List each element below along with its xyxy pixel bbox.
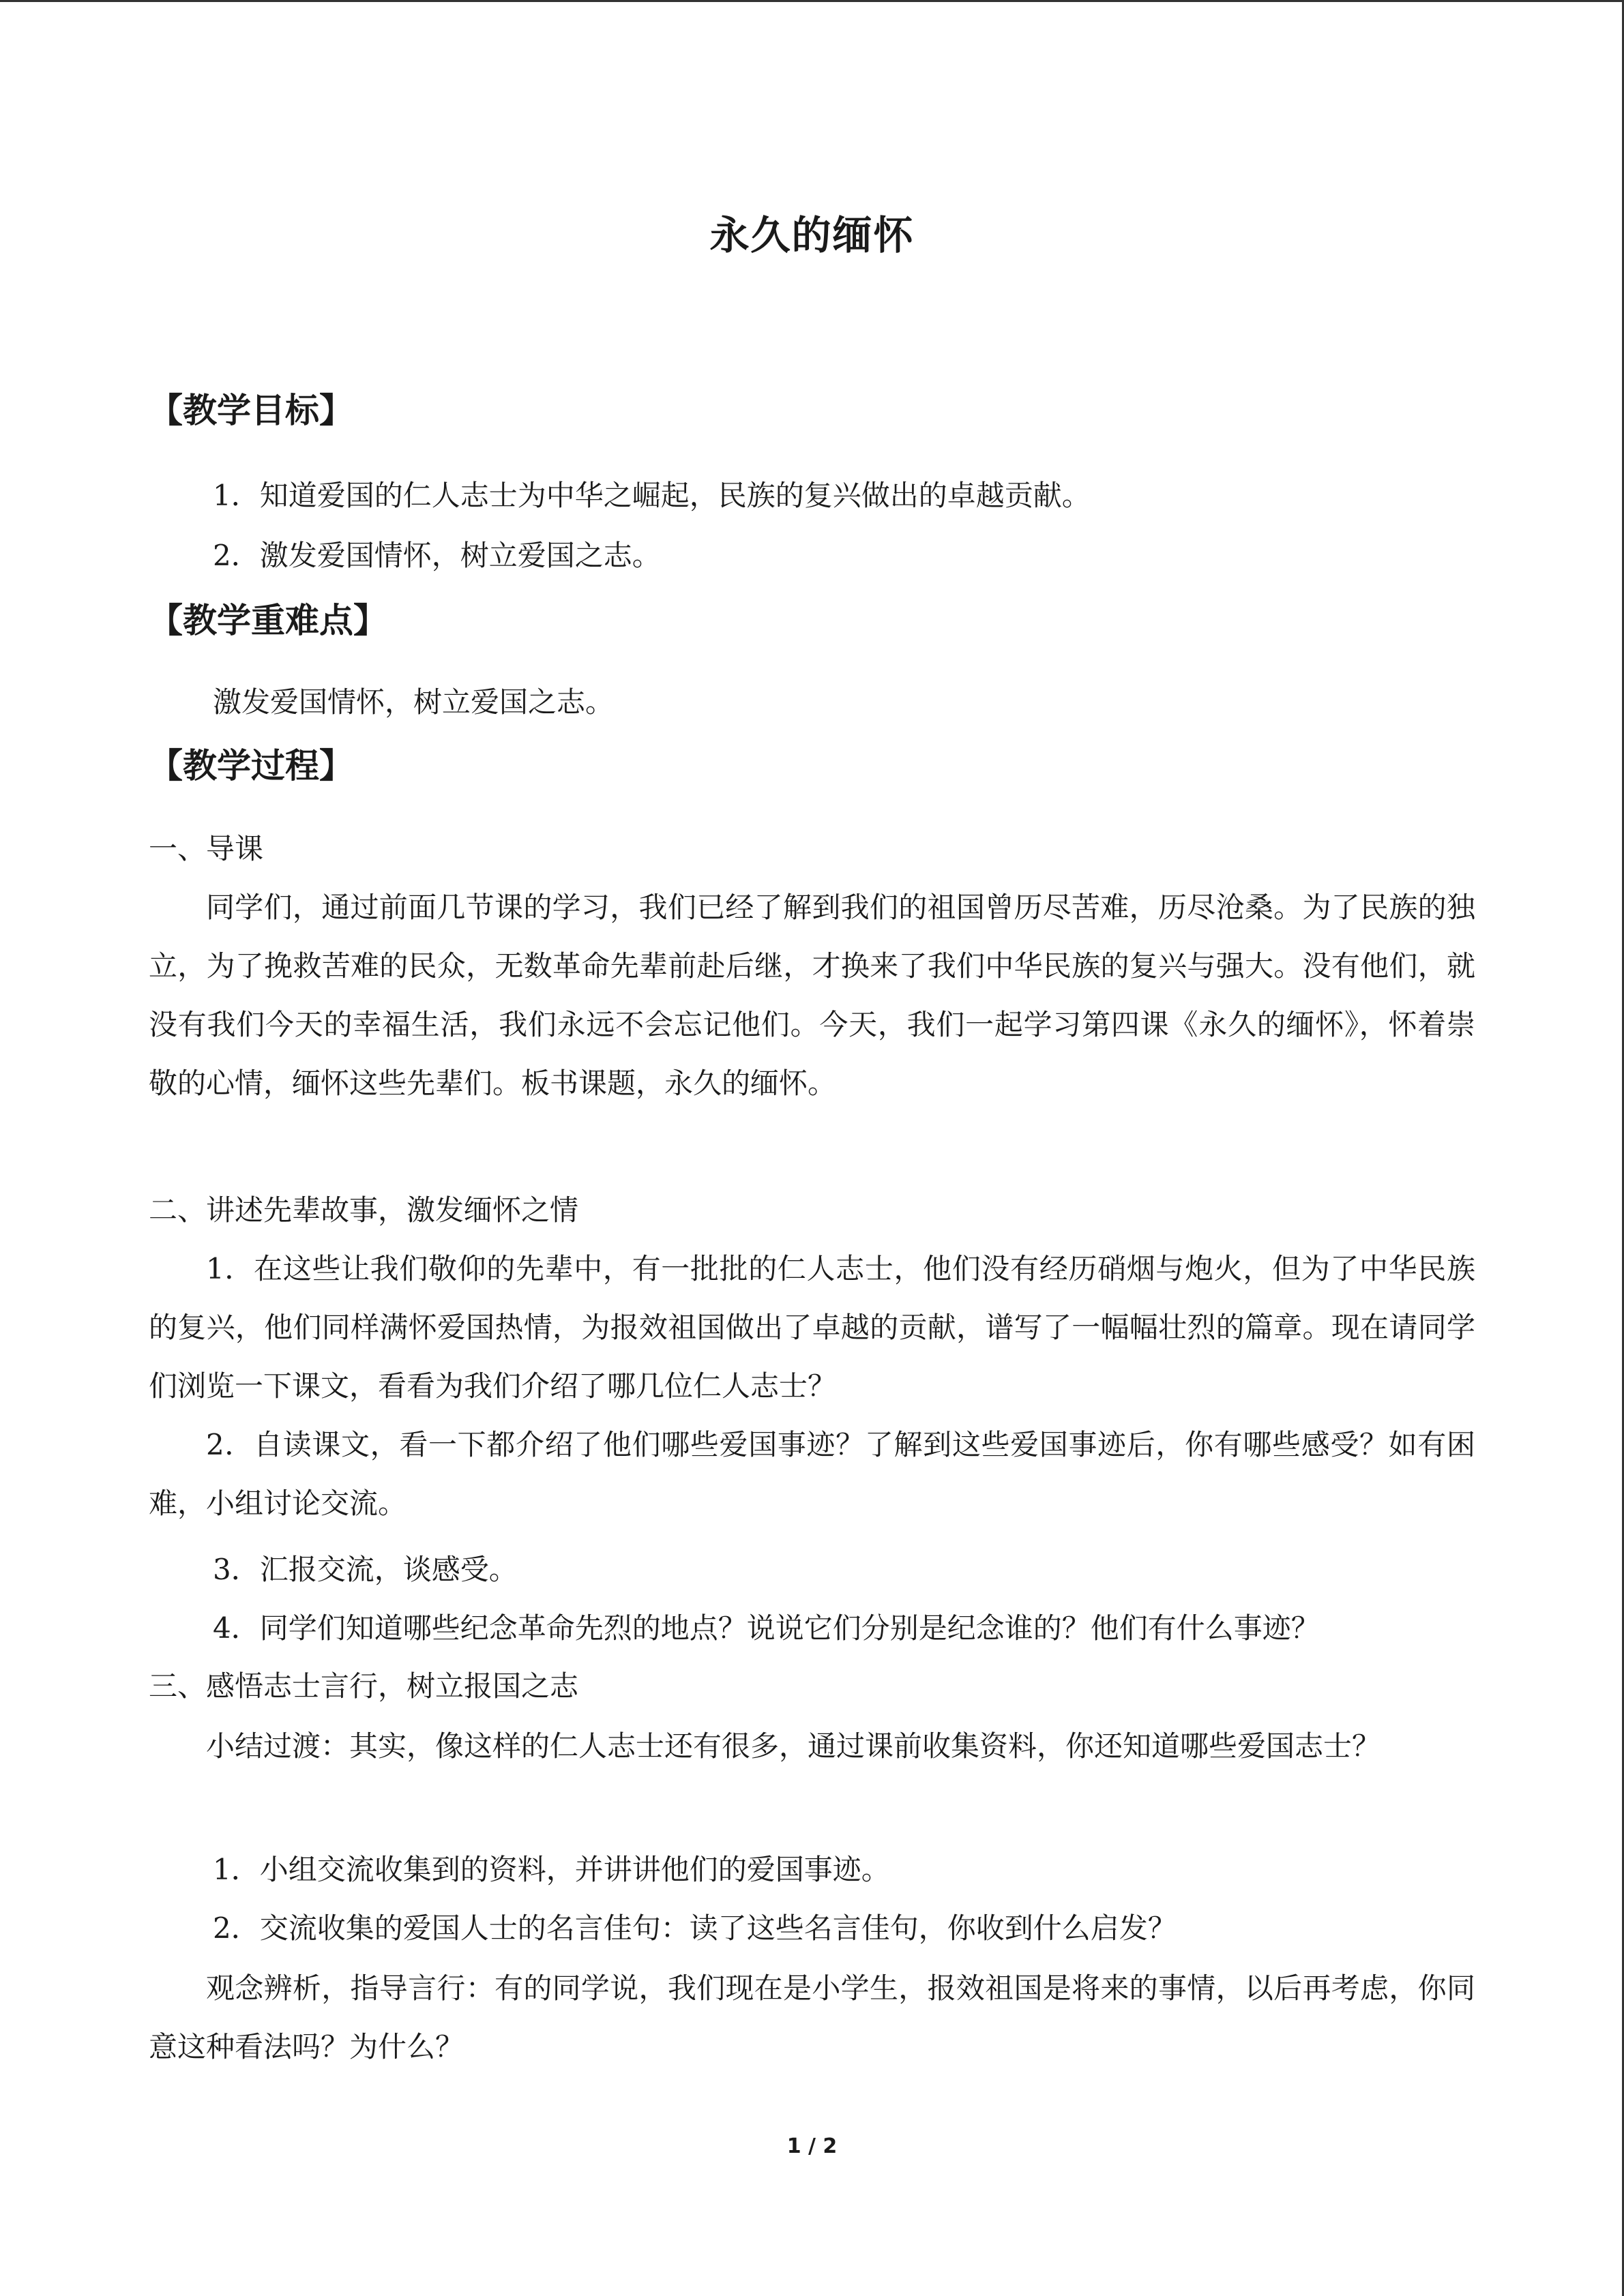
heading-teaching-goals: 【教学目标】: [149, 391, 353, 430]
part3-item-1: 1．小组交流收集到的资料，并讲讲他们的爱国事迹。: [213, 1853, 890, 1886]
page-border-top: [0, 0, 1624, 2]
document-title: 永久的缅怀: [709, 212, 915, 258]
part3-item-2: 2．交流收集的爱国人士的名言佳句：读了这些名言佳句，你收到什么启发？: [213, 1911, 1177, 1945]
heading-teaching-process: 【教学过程】: [149, 746, 353, 786]
part2-item-4: 4．同学们知道哪些纪念革命先烈的地点？说说它们分别是纪念谁的？他们有什么事迹？: [213, 1611, 1320, 1645]
page-number: 1 / 2: [786, 2134, 838, 2158]
goal-item-1: 1．知道爱国的仁人志士为中华之崛起，民族的复兴做出的卓越贡献。: [213, 479, 1091, 512]
part2-item-3: 3．汇报交流，谈感受。: [213, 1553, 518, 1586]
key-points-text: 激发爱国情怀，树立爱国之志。: [213, 685, 615, 719]
heading-key-points: 【教学重难点】: [149, 601, 387, 640]
part3-discussion: 观念辨析，指导言行：有的同学说，我们现在是小学生，报效祖国是将来的事情，以后再考虑，你同意这种看法吗？为什么？: [149, 1971, 1475, 2063]
part2-item-2: 2．自读课文，看一下都介绍了他们哪些爱国事迹？了解到这些爱国事迹后，你有哪些感受？如有困难，小组讨论交流。: [149, 1428, 1475, 1520]
goal-item-2: 2．激发爱国情怀，树立爱国之志。: [213, 539, 661, 572]
part1-title: 一、导课: [149, 832, 264, 865]
part3-title: 三、感悟志士言行，树立报国之志: [149, 1669, 579, 1703]
part1-paragraph: 同学们，通过前面几节课的学习，我们已经了解到我们的祖国曾历尽苦难，历尽沧桑。为了民族的独立，为了挽救苦难的民众，无数革命先辈前赴后继，才换来了我们中华民族的复兴与强大。没有他们，就没有我们今天的幸福生活，我们永远不会忘记他们。今天，我们一起学习第四课《永久的缅怀》，怀着崇敬的心情，缅怀这些先辈们。板书课题，永久的缅怀。: [149, 891, 1475, 1100]
part2-title: 二、讲述先辈故事，激发缅怀之情: [149, 1193, 579, 1227]
part3-intro: 小结过渡：其实，像这样的仁人志士还有很多，通过课前收集资料，你还知道哪些爱国志士？: [206, 1729, 1381, 1763]
part2-item-1: 1．在这些让我们敬仰的先辈中，有一批批的仁人志士，他们没有经历硝烟与炮火，但为了中华民族的复兴，他们同样满怀爱国热情，为报效祖国做出了卓越的贡献，谱写了一幅幅壮烈的篇章。现在请同学们浏览一下课文，看看为我们介绍了哪几位仁人志士？: [149, 1252, 1475, 1403]
